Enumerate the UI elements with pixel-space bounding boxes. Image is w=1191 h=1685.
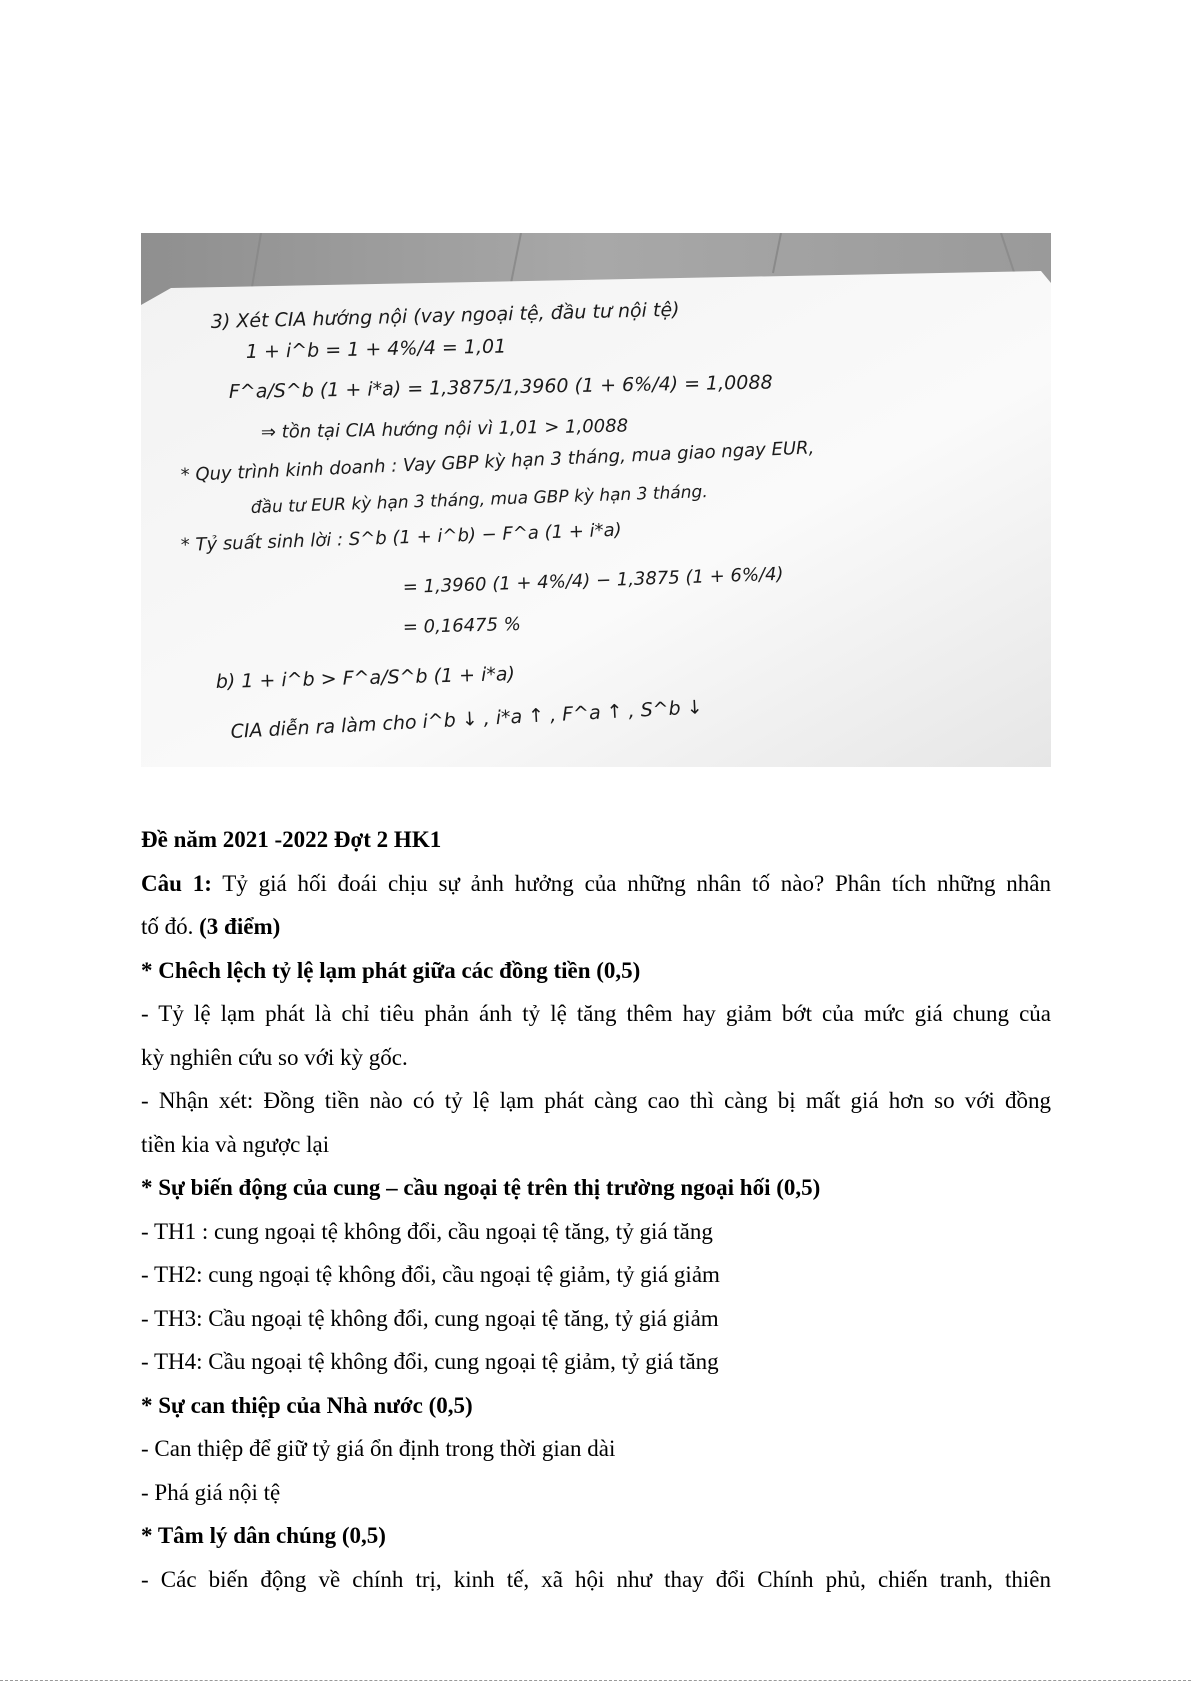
section-public-sentiment-line-1: - Các biến động về chính trị, kinh tế, xã hội như thay đổi Chính phủ, chiến tranh, thiên <box>141 1566 1051 1592</box>
page-bottom-rule <box>0 1680 1191 1681</box>
hw-line-11: CIA diễn ra làm cho i^b ↓ , i*a ↑ , F^a ↑ , S^b ↓ <box>230 696 704 743</box>
section-supply-demand-title: * Sự biến động của cung – cầu ngoại tệ trên thị trường ngoại hối (0,5) <box>141 1175 821 1200</box>
section-supply-demand-line-2: - TH2: cung ngoại tệ không đổi, cầu ngoại tệ giảm, tỷ giá giảm <box>141 1262 720 1287</box>
hw-line-4: ⇒ tồn tại CIA hướng nội vì 1,01 > 1,0088 <box>260 415 629 443</box>
section-inflation-line-3: - Nhận xét: Đồng tiền nào có tỷ lệ lạm phát càng cao thì càng bị mất giá hơn so với đồng <box>141 1088 1051 1113</box>
question-1-label: Câu 1: <box>141 870 212 896</box>
section-supply-demand-line-1: - TH1 : cung ngoại tệ không đổi, cầu ngoại tệ tăng, tỷ giá tăng <box>141 1218 713 1244</box>
hw-line-3: F^a/S^b (1 + i*a) = 1,3875/1,3960 (1 + 6%/4) = 1,0088 <box>228 371 773 403</box>
hw-line-8: = 1,3960 (1 + 4%/4) − 1,3875 (1 + 6%/4) <box>402 563 784 598</box>
hw-line-1: 3) Xét CIA hướng nội (vay ngoại tệ, đầu tư nội tệ) <box>210 298 680 333</box>
exam-heading: Đề năm 2021 -2022 Đợt 2 HK1 <box>141 827 442 852</box>
section-state-intervention-line-2: - Phá giá nội tệ <box>141 1479 281 1505</box>
hw-line-6: đầu tư EUR kỳ hạn 3 tháng, mua GBP kỳ hạn 3 tháng. <box>250 482 709 518</box>
section-public-sentiment-title: * Tâm lý dân chúng (0,5) <box>141 1523 386 1548</box>
question-1-line-1 <box>141 862 1051 906</box>
photo-canvas <box>141 233 1051 767</box>
section-supply-demand-line-3: - TH3: Cầu ngoại tệ không đổi, cung ngoại tệ tăng, tỷ giá giảm <box>141 1305 719 1331</box>
section-inflation-line-2: kỳ nghiên cứu so với kỳ gốc. <box>141 1044 408 1070</box>
question-1-points: (3 điểm) <box>199 914 281 939</box>
handwritten-solution-photo <box>141 233 1051 767</box>
hw-line-2: 1 + i^b = 1 + 4%/4 = 1,01 <box>245 335 507 363</box>
hw-line-5: * Quy trình kinh doanh : Vay GBP kỳ hạn 3 tháng, mua giao ngay EUR, <box>180 437 815 486</box>
hw-line-10: b) 1 + i^b > F^a/S^b (1 + i*a) <box>215 663 516 693</box>
section-state-intervention-line-1: - Can thiệp để giữ tỷ giá ổn định trong thời gian dài <box>141 1436 616 1461</box>
document-body <box>141 818 1051 1601</box>
question-1-line-2 <box>141 905 1051 949</box>
question-1-text-cont: tố đó. <box>141 914 200 939</box>
section-inflation-line-4: tiền kia và ngược lại <box>141 1131 330 1157</box>
hw-line-9: = 0,16475 % <box>402 613 522 638</box>
hw-line-7: * Tỷ suất sinh lời : S^b (1 + i^b) − F^a (1 + i*a) <box>180 519 622 556</box>
question-1-text: Tỷ giá hối đoái chịu sự ảnh hưởng của những nhân tố nào? Phân tích những nhân <box>211 870 1051 896</box>
section-state-intervention-title: * Sự can thiệp của Nhà nước (0,5) <box>141 1392 473 1418</box>
section-inflation-title: * Chêch lệch tỷ lệ lạm phát giữa các đồng tiền (0,5) <box>141 957 641 983</box>
section-inflation-line-1: - Tỷ lệ lạm phát là chỉ tiêu phản ánh tỷ lệ tăng thêm hay giảm bớt của mức giá chung của <box>141 1001 1051 1026</box>
section-supply-demand-line-4: - TH4: Cầu ngoại tệ không đổi, cung ngoại tệ giảm, tỷ giá tăng <box>141 1349 719 1374</box>
